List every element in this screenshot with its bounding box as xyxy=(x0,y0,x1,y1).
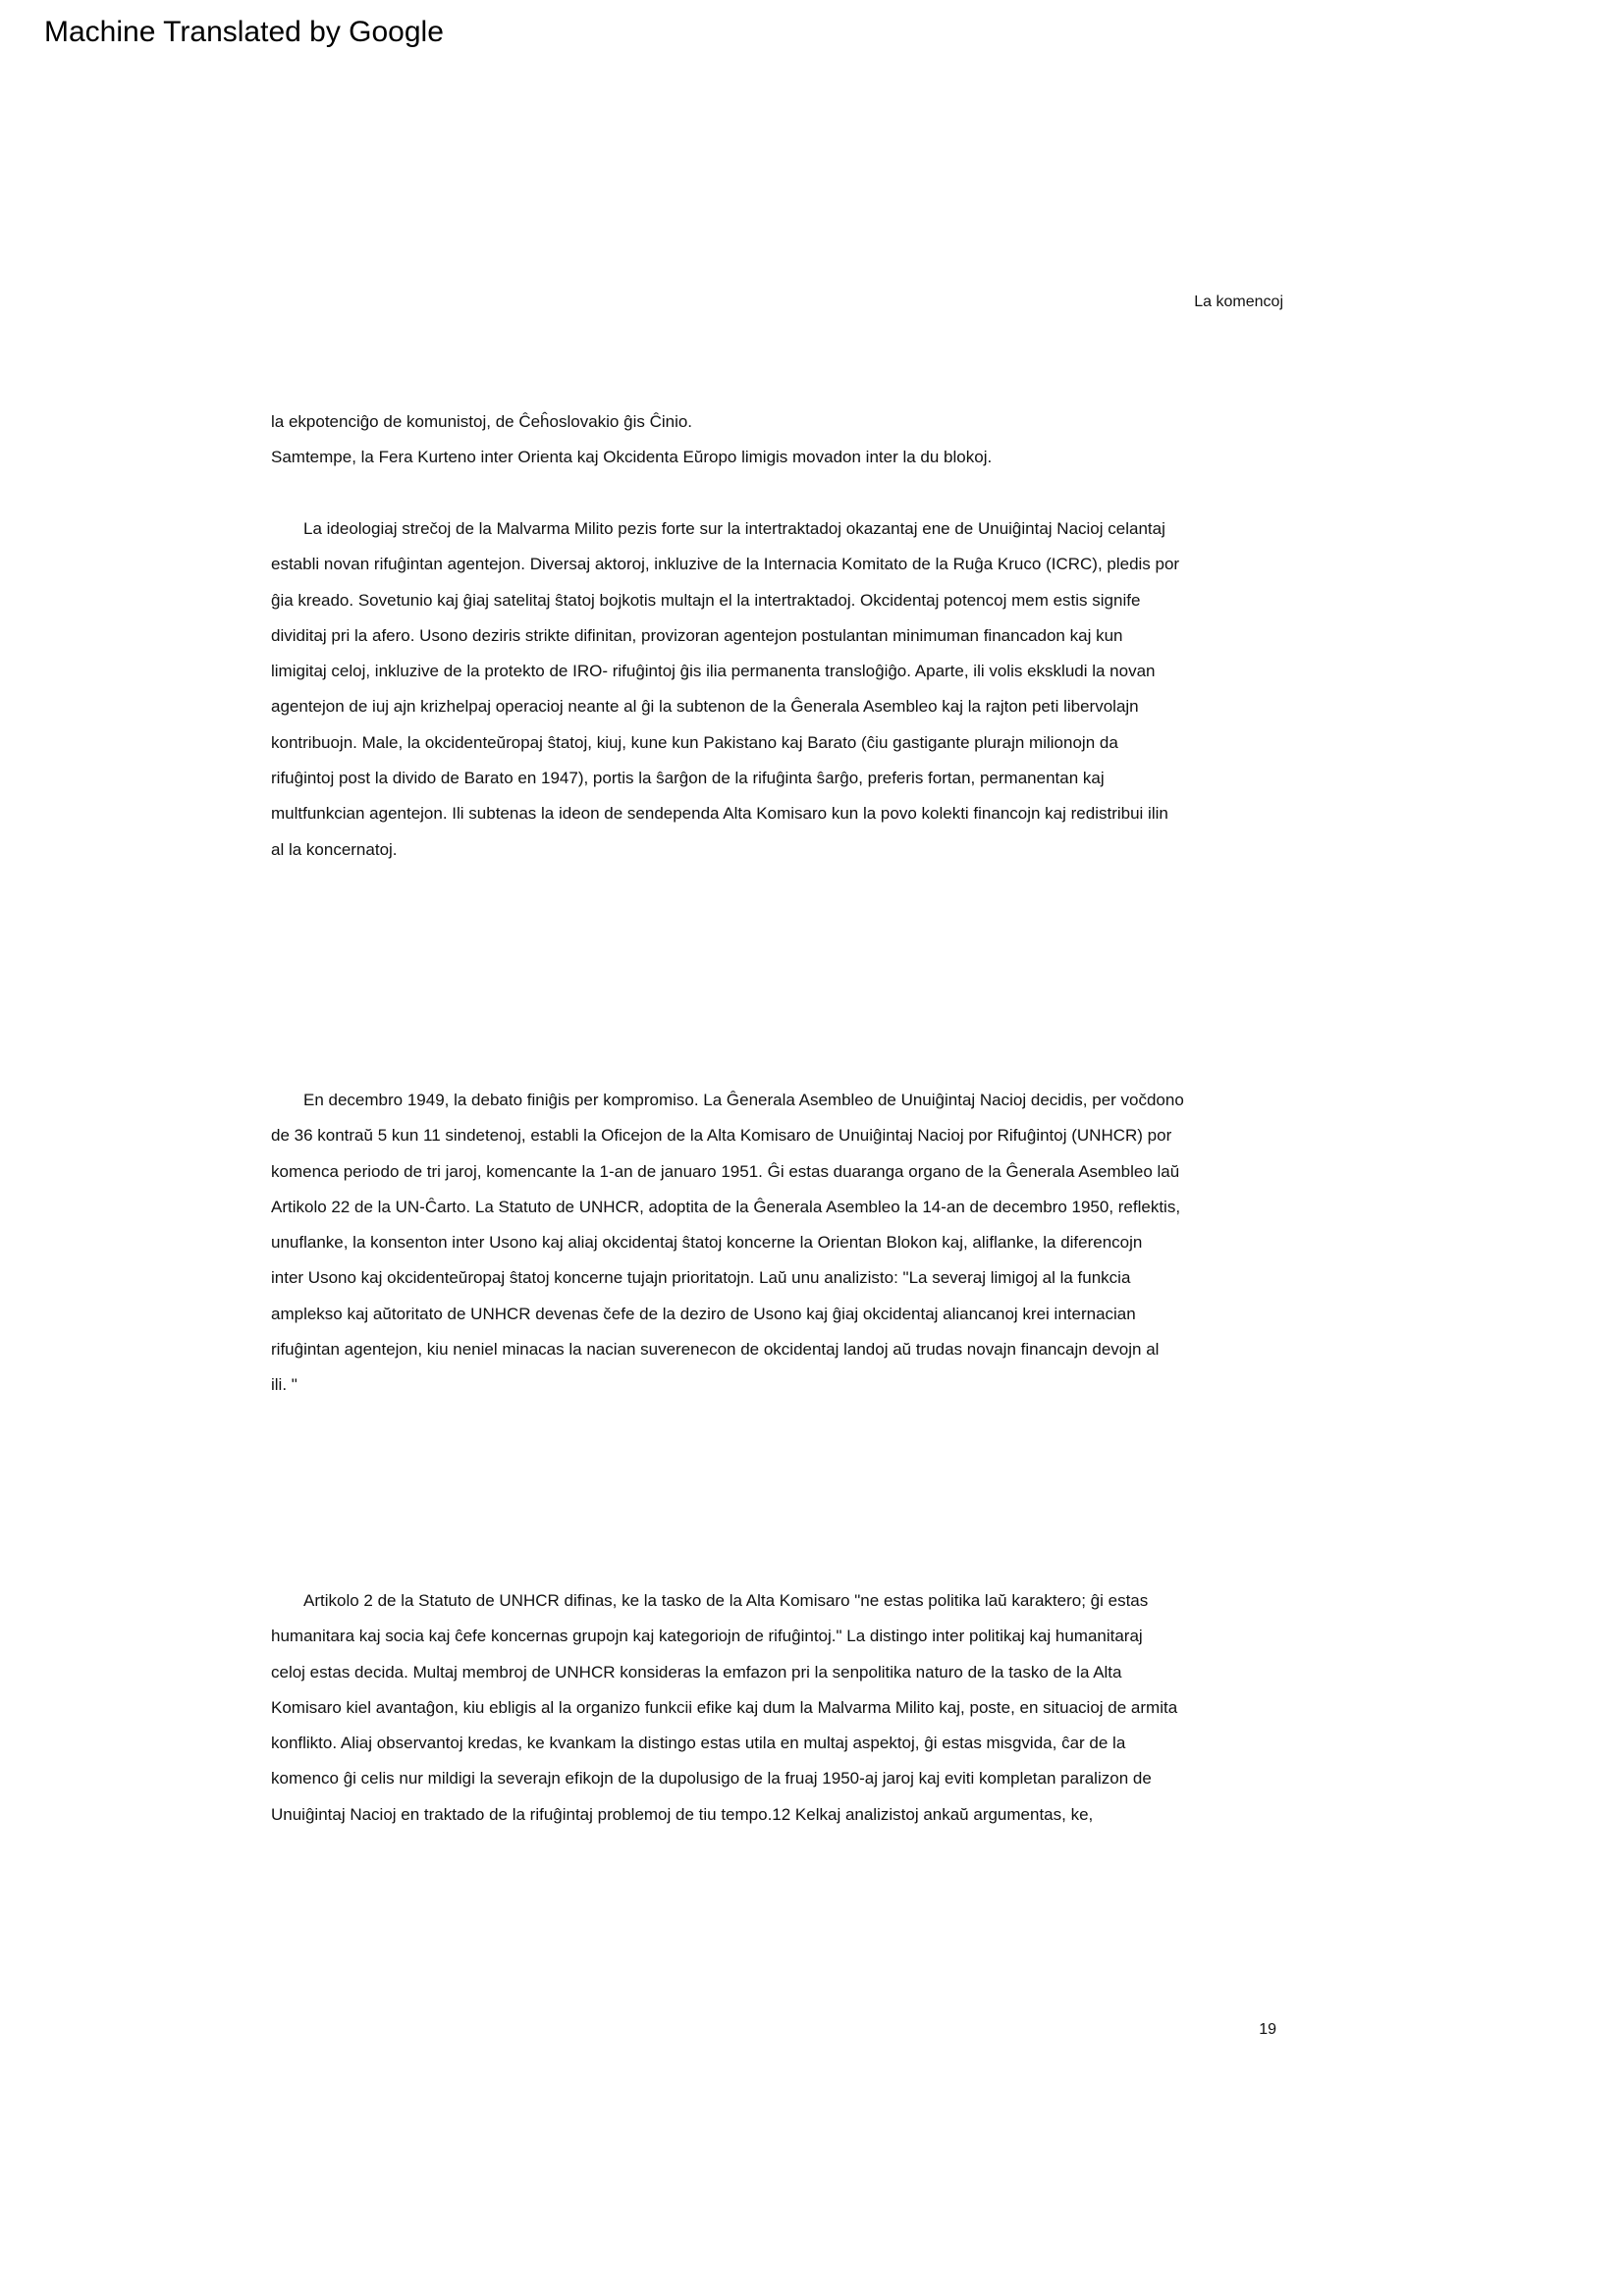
paragraph-line: Samtempe, la Fera Kurteno inter Orienta kaj Okcidenta Eŭropo limigis movadon inter la du blokoj. xyxy=(271,448,993,467)
paragraph-line: rifuĝintoj post la divido de Barato en 1947), portis la ŝarĝon de la rifuĝinta ŝarĝo, preferis fortan, permanentan kaj xyxy=(271,769,1105,788)
paragraph-line: amplekso kaj aŭtoritato de UNHCR devenas čefe de la deziro de Usono kaj ĝiaj okcidentaj aliancanoj krei internacian xyxy=(271,1304,1136,1323)
paragraph-line: dividitaj pri la afero. Usono deziris strikte difinitan, provizoran agentejon postulantan minimuman financadon kaj kun xyxy=(271,625,1123,645)
paragraph-line: de 36 kontraŭ 5 kun 11 sindetenoj, establi la Oficejon de la Alta Komisaro de Unuiĝintaj Nacioj por Rifuĝintoj (UNHCR) por xyxy=(271,1126,1172,1146)
paragraph-line: komenca periodo de tri jaroj, komencante la 1-an de januaro 1951. Ĝi estas duaranga organo de la Ĝenerala Asembleo laŭ xyxy=(271,1161,1180,1181)
paragraph-line: Unuiĝintaj Nacioj en traktado de la rifuĝintaj problemoj de tiu tempo.12 Kelkaj analizistoj ankaŭ argumentas, ke, xyxy=(271,1804,1094,1824)
paragraph-line: Artikolo 2 de la Statuto de UNHCR difinas, ke la tasko de la Alta Komisaro "ne estas politika laŭ karaktero; ĝi estas xyxy=(303,1591,1149,1610)
paragraph-line: agentejon de iuj ajn krizhelpaj operacioj neante al ĝi la subtenon de la Ĝenerala Asembleo kaj la rajton peti libervolajn xyxy=(271,697,1139,717)
paragraph-line: ĝia kreado. Sovetunio kaj ĝiaj satelitaj ŝtatoj bojkotis multajn el la intertraktadoj. Okcidentaj potencoj mem estis signife xyxy=(271,590,1141,610)
paragraph xyxy=(271,404,1331,476)
paragraph xyxy=(271,511,1331,868)
paragraph-line: limigitaj celoj, inkluzive de la protekto de IRO- rifuĝintoj ĝis ilia permanenta transloĝiĝo. Aparte, ili volis ekskludi la novan xyxy=(271,662,1156,681)
paragraph-line: La ideologiaj strečoj de la Malvarma Milito pezis forte sur la intertraktadoj okazantaj ene de Unuiĝintaj Nacioj celantaj xyxy=(303,519,1165,538)
paragraph-line: establi novan rifuĝintan agentejon. Diversaj aktoroj, inkluzive de la Internacia Komitato de la Ruĝa Kruco (ICRC), pledis por xyxy=(271,555,1180,574)
paragraph-line: celoj estas decida. Multaj membroj de UNHCR konsideras la emfazon pri la senpolitika naturo de la tasko de la Alta xyxy=(271,1662,1122,1682)
paragraph-line: inter Usono kaj okcidenteŭropaj ŝtatoj koncerne tujajn prioritatojn. Laŭ unu analizisto: "La severaj limigoj al la funkcia xyxy=(271,1268,1131,1288)
paragraph-line: konflikto. Aliaj observantoj kredas, ke kvankam la distingo estas utila en multaj aspektoj, ĝi estas misgvida, ĉar de la xyxy=(271,1734,1126,1753)
paragraph-line: al la koncernatoj. xyxy=(271,839,398,859)
paragraph-line: humanitara kaj socia kaj ĉefe koncernas grupojn kaj kategoriojn de rifuĝintoj." La distingo inter politikaj kaj humanitaraj xyxy=(271,1627,1143,1646)
paragraph-line: komenco ĝi celis nur mildigi la severajn efikojn de la dupolusigo de la fruaj 1950-aj jaroj kaj eviti kompletan paralizon de xyxy=(271,1769,1152,1789)
page-number: 19 xyxy=(1259,2021,1276,2038)
paragraph xyxy=(271,1583,1331,1833)
paragraph-line: kontribuojn. Male, la okcidenteŭropaj ŝtatoj, kiuj, kune kun Pakistano kaj Barato (ĉiu gastigante plurajn milionojn da xyxy=(271,732,1118,752)
running-head: La komencoj xyxy=(1194,294,1283,310)
paragraph-line: Artikolo 22 de la UN-Ĉarto. La Statuto de UNHCR, adoptita de la Ĝenerala Asembleo la 14-an de decembro 1950, reflektis, xyxy=(271,1197,1181,1216)
paragraph-line: unuflanke, la konsenton inter Usono kaj aliaj okcidentaj ŝtatoj koncerne la Orientan Blokon kaj, aliflanke, la diferencojn xyxy=(271,1233,1143,1253)
machine-translation-banner: Machine Translated by Google xyxy=(44,16,444,48)
paragraph-line: ili. " xyxy=(271,1375,298,1395)
paragraph-line: multfunkcian agentejon. Ili subtenas la ideon de sendependa Alta Komisaro kun la povo kolekti financojn kaj redistribui ilin xyxy=(271,804,1168,824)
paragraph-line: rifuĝintan agentejon, kiu neniel minacas la nacian suverenecon de okcidentaj landoj aŭ trudas novajn financajn devojn al xyxy=(271,1340,1160,1360)
paragraph-line: Komisaro kiel avantaĝon, kiu ebligis al la organizo funkcii efike kaj dum la Malvarma Milito kaj, poste, en situacioj de armita xyxy=(271,1697,1178,1717)
paragraph-line: En decembro 1949, la debato finiĝis per kompromiso. La Ĝenerala Asembleo de Unuiĝintaj Nacioj decidis, per vočdono xyxy=(303,1091,1184,1109)
paragraph-line: la ekpotenciĝo de komunistoj, de Ĉeĥoslovakio ĝis Ĉinio. xyxy=(271,412,693,431)
paragraph xyxy=(271,1083,1331,1404)
